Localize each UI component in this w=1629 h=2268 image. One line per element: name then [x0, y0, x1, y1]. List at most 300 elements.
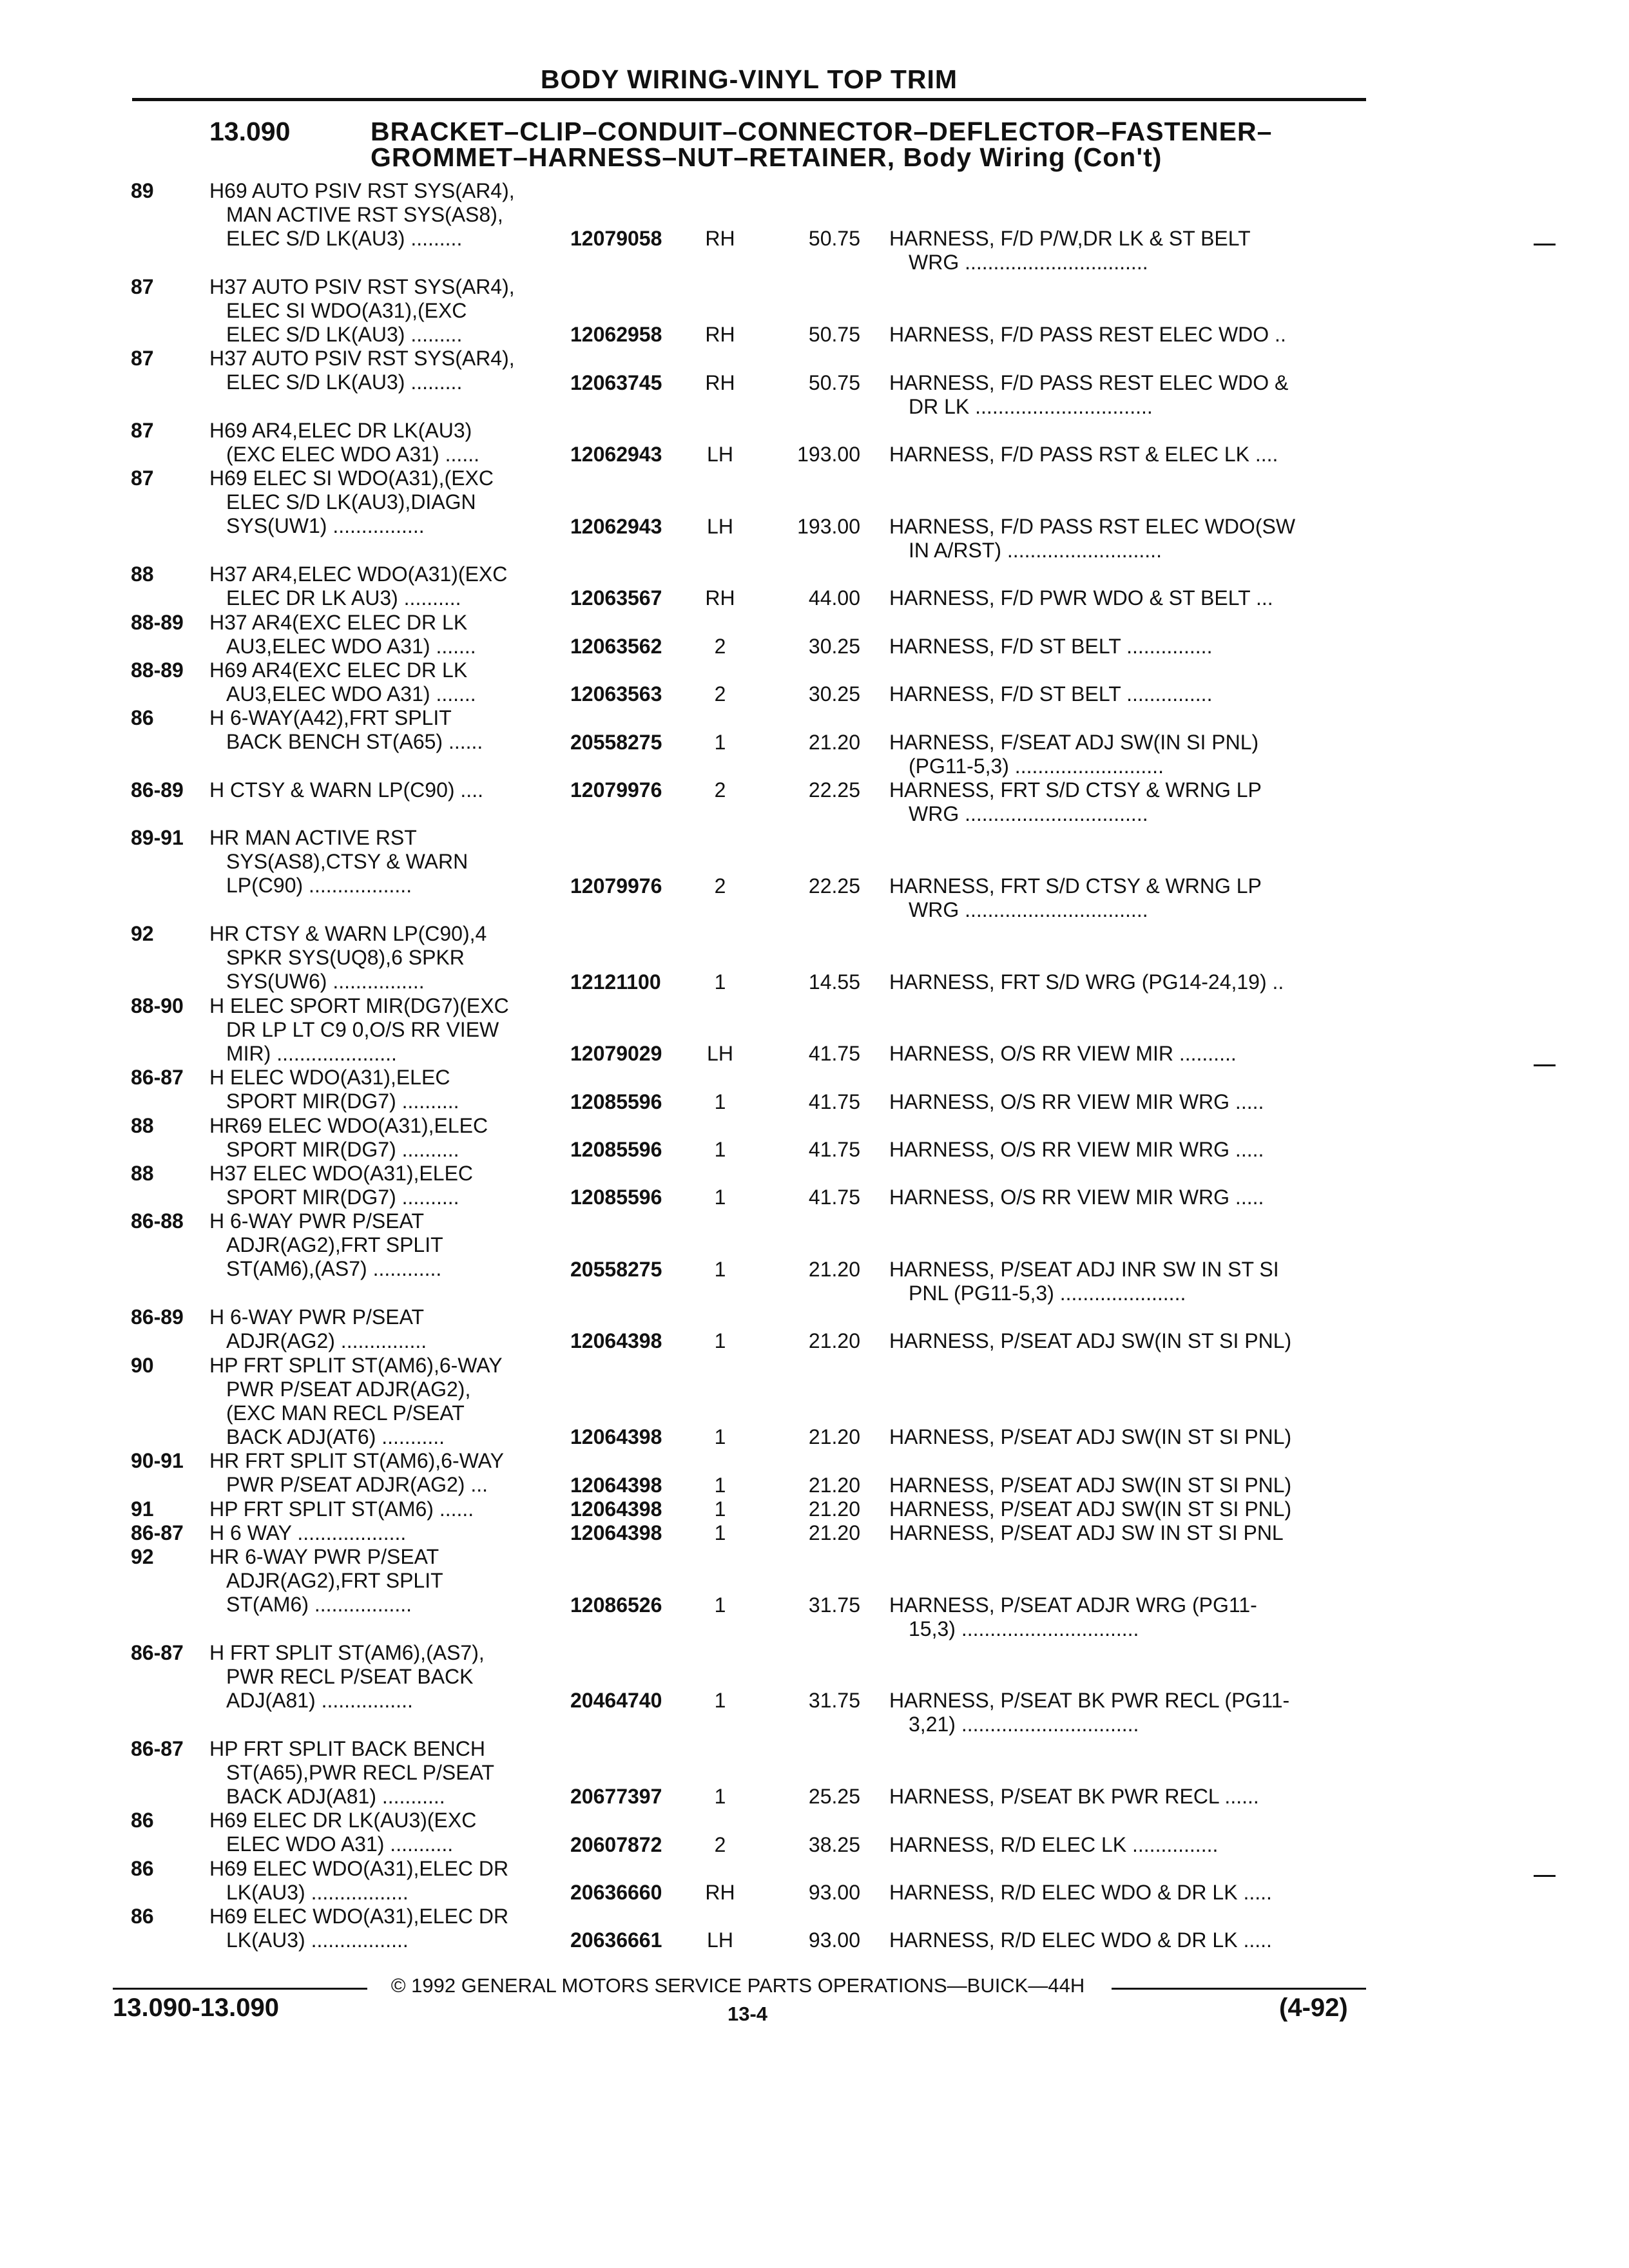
parts-row: [0, 826, 1629, 922]
part-number: 12079976: [570, 874, 662, 898]
part-name: [889, 1138, 1360, 1162]
part-name: [889, 1425, 1360, 1449]
price: 22.25: [808, 778, 860, 802]
price: 31.75: [808, 1593, 860, 1617]
part-name: [889, 1689, 1360, 1736]
description-line: H69 AR4,ELEC DR LK(AU3): [209, 418, 472, 442]
model-year: 90-91: [131, 1449, 184, 1473]
application-description: [209, 1809, 557, 1856]
part-name-line: HARNESS, FRT S/D CTSY & WRNG LP: [889, 778, 1262, 802]
footer-rule-right: [1112, 1988, 1366, 1990]
model-year: 86-87: [131, 1736, 184, 1760]
part-name-line: HARNESS, R/D ELEC WDO & DR LK .....: [889, 1881, 1272, 1904]
application-description: [209, 1521, 557, 1545]
price: 41.75: [808, 1137, 860, 1161]
application-description: [209, 1162, 557, 1209]
description-line: H37 AR4,ELEC WDO(A31)(EXC: [209, 562, 508, 586]
price: 21.20: [808, 1521, 860, 1545]
description-line: BACK BENCH ST(A65) ......: [226, 730, 483, 754]
part-name-line: WRG ................................: [909, 898, 1148, 921]
description-line: PWR P/SEAT ADJR(AG2),: [226, 1377, 471, 1401]
part-number: 20607872: [570, 1832, 662, 1856]
price: 50.75: [808, 370, 860, 394]
part-number: 12085596: [570, 1137, 662, 1161]
description-line: H69 ELEC WDO(A31),ELEC DR: [209, 1856, 509, 1880]
description-line: H ELEC SPORT MIR(DG7)(EXC: [209, 994, 509, 1017]
price: 21.20: [808, 1329, 860, 1353]
model-year: 89: [131, 179, 154, 202]
parts-row: [0, 1209, 1629, 1305]
part-name-line: DR LK ...............................: [909, 394, 1153, 418]
description-line: SPORT MIR(DG7) ..........: [226, 1137, 459, 1161]
part-number: 12064398: [570, 1473, 662, 1497]
description-line: ST(AM6),(AS7) ............: [226, 1257, 442, 1281]
quantity: 1: [714, 1473, 726, 1497]
parts-row: [0, 1066, 1629, 1113]
parts-row: [0, 778, 1629, 826]
part-name: [889, 443, 1360, 466]
description-line: (EXC MAN RECL P/SEAT: [226, 1401, 465, 1425]
part-name: [889, 1042, 1360, 1066]
quantity: LH: [707, 514, 733, 538]
model-year: 86-89: [131, 1305, 184, 1329]
description-line: HR FRT SPLIT ST(AM6),6-WAY: [209, 1449, 504, 1473]
price: 30.25: [808, 634, 860, 658]
part-name-line: HARNESS, P/SEAT ADJR WRG (PG11-: [889, 1593, 1257, 1617]
part-name: [889, 778, 1360, 826]
price: 50.75: [808, 323, 860, 347]
model-year: 88: [131, 1113, 154, 1137]
model-year: 92: [131, 922, 154, 946]
part-name-line: HARNESS, O/S RR VIEW MIR ..........: [889, 1042, 1237, 1066]
price: 30.25: [808, 682, 860, 706]
part-name: [889, 1090, 1360, 1114]
parts-list: [0, 179, 1629, 1953]
description-line: ELEC S/D LK(AU3),DIAGN: [226, 490, 476, 514]
parts-row: [0, 1114, 1629, 1162]
price: 193.00: [797, 514, 860, 538]
part-name-line: HARNESS, F/D PWR WDO & ST BELT ...: [889, 586, 1273, 610]
model-year: 91: [131, 1497, 154, 1521]
description-line: SPORT MIR(DG7) ..........: [226, 1186, 459, 1209]
description-line: SYS(UW6) ................: [226, 970, 425, 994]
description-line: H 6-WAY PWR P/SEAT: [209, 1209, 425, 1233]
description-line: PWR RECL P/SEAT BACK: [226, 1665, 474, 1689]
model-year: 87: [131, 274, 154, 298]
parts-row: [0, 706, 1629, 778]
description-line: ST(A65),PWR RECL P/SEAT: [226, 1760, 495, 1784]
parts-row: [0, 179, 1629, 275]
part-name-line: (PG11-5,3) ..........................: [909, 754, 1164, 778]
part-name-line: HARNESS, F/D PASS RST & ELEC LK ....: [889, 443, 1278, 466]
description-line: LK(AU3) .................: [226, 1928, 409, 1952]
application-description: [209, 1737, 557, 1809]
parts-row: [0, 922, 1629, 994]
footer-date: (4-92): [1279, 1994, 1348, 2022]
quantity: 2: [714, 874, 726, 898]
quantity: 1: [714, 1425, 726, 1449]
model-year: 86: [131, 1856, 154, 1880]
part-name-line: HARNESS, P/SEAT ADJ SW(IN ST SI PNL): [889, 1473, 1292, 1497]
footer-page-number: 13-4: [727, 2003, 768, 2025]
model-year: 92: [131, 1545, 154, 1569]
description-line: H69 AUTO PSIV RST SYS(AR4),: [209, 179, 515, 202]
parts-row: [0, 1162, 1629, 1209]
description-line: H69 ELEC SI WDO(A31),(EXC: [209, 466, 494, 490]
description-line: H CTSY & WARN LP(C90) ....: [209, 778, 483, 802]
quantity: 1: [714, 1090, 726, 1113]
model-year: 90: [131, 1353, 154, 1377]
description-line: HR 6-WAY PWR P/SEAT: [209, 1545, 439, 1569]
part-name: [889, 682, 1360, 706]
price: 93.00: [808, 1881, 860, 1904]
parts-row: [0, 1545, 1629, 1641]
parts-row: [0, 1305, 1629, 1353]
description-line: ELEC S/D LK(AU3) .........: [226, 322, 463, 346]
parts-row: [0, 1905, 1629, 1952]
application-description: [209, 1857, 557, 1905]
part-name: [889, 874, 1360, 922]
part-name-line: IN A/RST) ...........................: [909, 538, 1162, 562]
parts-row: [0, 419, 1629, 466]
section-number: 13.090: [209, 117, 291, 146]
part-name-line: 15,3) ...............................: [909, 1617, 1139, 1640]
description-line: ELEC S/D LK(AU3) .........: [226, 370, 463, 394]
model-year: 86: [131, 706, 154, 730]
price: 21.20: [808, 1257, 860, 1281]
description-line: SYS(AS8),CTSY & WARN: [226, 850, 468, 874]
part-name: [889, 323, 1360, 347]
application-description: [209, 1354, 557, 1449]
model-year: 87: [131, 418, 154, 442]
part-number: 20464740: [570, 1689, 662, 1713]
part-number: 12063562: [570, 634, 662, 658]
price: 21.20: [808, 1473, 860, 1497]
footer-copyright: © 1992 GENERAL MOTORS SERVICE PARTS OPERATIONS—BUICK—44H: [390, 1974, 1085, 1997]
quantity: 1: [714, 730, 726, 754]
application-description: [209, 1209, 557, 1281]
footer-rule-left: [113, 1988, 367, 1990]
price: 14.55: [808, 970, 860, 994]
model-year: 88-89: [131, 658, 184, 682]
model-year: 86-88: [131, 1209, 184, 1233]
price: 38.25: [808, 1832, 860, 1856]
part-number: 20558275: [570, 730, 662, 754]
description-line: H37 AR4(EXC ELEC DR LK: [209, 610, 468, 634]
part-name-line: 3,21) ...............................: [909, 1713, 1139, 1736]
part-name-line: HARNESS, F/D P/W,DR LK & ST BELT: [889, 227, 1251, 251]
application-description: [209, 611, 557, 658]
section-title-line1: BRACKET–CLIP–CONDUIT–CONNECTOR–DEFLECTOR–FASTENER–: [371, 117, 1273, 146]
description-line: DR LP LT C9 0,O/S RR VIEW: [226, 1017, 499, 1041]
description-line: ADJR(AG2),FRT SPLIT: [226, 1569, 443, 1593]
price: 22.25: [808, 874, 860, 898]
part-name: [889, 1186, 1360, 1209]
model-year: 86-87: [131, 1066, 184, 1090]
application-description: [209, 778, 557, 802]
quantity: 1: [714, 1257, 726, 1281]
description-line: H69 ELEC WDO(A31),ELEC DR: [209, 1905, 509, 1928]
model-year: 86-89: [131, 778, 184, 802]
quantity: RH: [705, 370, 735, 394]
part-number: 12085596: [570, 1186, 662, 1209]
part-number: 12121100: [570, 970, 661, 994]
description-line: ELEC WDO A31) ...........: [226, 1832, 454, 1856]
part-number: 12062958: [570, 323, 662, 347]
description-line: HP FRT SPLIT BACK BENCH: [209, 1736, 485, 1760]
description-line: ELEC S/D LK(AU3) .........: [226, 227, 463, 250]
part-name-line: HARNESS, P/SEAT BK PWR RECL ......: [889, 1785, 1259, 1809]
quantity: 1: [714, 1329, 726, 1353]
part-name: [889, 970, 1360, 994]
part-name-line: HARNESS, O/S RR VIEW MIR WRG .....: [889, 1090, 1264, 1113]
part-number: 12063563: [570, 682, 662, 706]
quantity: 1: [714, 1785, 726, 1809]
quantity: 1: [714, 1521, 726, 1545]
part-name-line: HARNESS, F/D PASS REST ELEC WDO ..: [889, 323, 1286, 347]
part-name-line: HARNESS, P/SEAT BK PWR RECL (PG11-: [889, 1689, 1290, 1713]
part-number: 12079976: [570, 778, 662, 802]
margin-mark: [1534, 1064, 1556, 1066]
model-year: 88: [131, 1162, 154, 1186]
quantity: LH: [707, 1928, 733, 1952]
footer-section-range: 13.090-13.090: [113, 1994, 280, 2022]
model-year: 86: [131, 1905, 154, 1928]
application-description: [209, 1905, 557, 1952]
part-number: 12062943: [570, 443, 662, 466]
model-year: 87: [131, 466, 154, 490]
parts-row: [0, 994, 1629, 1066]
parts-row: [0, 1449, 1629, 1497]
part-name: [889, 1881, 1360, 1905]
part-name-line: PNL (PG11-5,3) ......................: [909, 1281, 1186, 1305]
application-description: [209, 1114, 557, 1162]
part-name-line: HARNESS, P/SEAT ADJ INR SW IN ST SI: [889, 1257, 1279, 1281]
part-name: [889, 371, 1360, 419]
application-description: [209, 1497, 557, 1521]
part-name-line: HARNESS, P/SEAT ADJ SW(IN ST SI PNL): [889, 1497, 1292, 1521]
part-number: 12064398: [570, 1329, 662, 1353]
part-name: [889, 1833, 1360, 1857]
parts-row: [0, 466, 1629, 562]
model-year: 87: [131, 347, 154, 370]
quantity: 2: [714, 1832, 726, 1856]
description-line: SYS(UW1) ................: [226, 514, 425, 538]
application-description: [209, 1066, 557, 1113]
quantity: 2: [714, 634, 726, 658]
part-number: 12079029: [570, 1042, 662, 1066]
part-number: 20636661: [570, 1928, 662, 1952]
description-line: H37 AUTO PSIV RST SYS(AR4),: [209, 274, 515, 298]
model-year: 86: [131, 1809, 154, 1832]
description-line: H69 ELEC DR LK(AU3)(EXC: [209, 1809, 477, 1832]
quantity: 1: [714, 1497, 726, 1521]
description-line: HR69 ELEC WDO(A31),ELEC: [209, 1113, 488, 1137]
quantity: 1: [714, 1689, 726, 1713]
application-description: [209, 706, 557, 754]
application-description: [209, 994, 557, 1066]
price: 44.00: [808, 586, 860, 610]
quantity: LH: [707, 443, 733, 466]
price: 31.75: [808, 1689, 860, 1713]
part-name-line: HARNESS, F/D ST BELT ...............: [889, 682, 1213, 706]
application-description: [209, 179, 557, 251]
description-line: ADJR(AG2) ...............: [226, 1329, 427, 1353]
header-rule: [132, 98, 1366, 101]
price: 21.20: [808, 1425, 860, 1449]
part-name-line: WRG ................................: [909, 251, 1148, 274]
parts-row: [0, 1737, 1629, 1809]
part-name: [889, 1329, 1360, 1353]
price: 41.75: [808, 1042, 860, 1066]
quantity: 1: [714, 970, 726, 994]
description-line: LK(AU3) .................: [226, 1880, 409, 1904]
part-number: 12062943: [570, 514, 662, 538]
price: 50.75: [808, 227, 860, 251]
part-name-line: HARNESS, P/SEAT ADJ SW(IN ST SI PNL): [889, 1329, 1292, 1353]
part-name: [889, 635, 1360, 658]
description-line: H 6-WAY(A42),FRT SPLIT: [209, 706, 452, 730]
description-line: MIR) .....................: [226, 1041, 397, 1065]
part-name: [889, 1258, 1360, 1305]
quantity: 2: [714, 682, 726, 706]
parts-row: [0, 1857, 1629, 1905]
description-line: ADJ(A81) ................: [226, 1689, 413, 1713]
part-number: 20636660: [570, 1881, 662, 1904]
part-name-line: HARNESS, FRT S/D CTSY & WRNG LP: [889, 874, 1262, 898]
parts-row: [0, 658, 1629, 706]
description-line: AU3,ELEC WDO A31) .......: [226, 682, 476, 706]
model-year: 88-89: [131, 610, 184, 634]
part-name-line: WRG ................................: [909, 802, 1148, 825]
part-number: 12064398: [570, 1425, 662, 1449]
parts-row: [0, 1354, 1629, 1450]
model-year: 86-87: [131, 1521, 184, 1545]
description-line: H37 ELEC WDO(A31),ELEC: [209, 1162, 474, 1186]
part-name-line: HARNESS, F/D PASS RST ELEC WDO(SW: [889, 514, 1296, 538]
part-name: [889, 1785, 1360, 1809]
model-year: 88-90: [131, 994, 184, 1017]
description-line: HR MAN ACTIVE RST: [209, 826, 417, 850]
description-line: H FRT SPLIT ST(AM6),(AS7),: [209, 1641, 485, 1665]
part-name-line: HARNESS, F/D PASS REST ELEC WDO &: [889, 370, 1289, 394]
quantity: 1: [714, 1137, 726, 1161]
description-line: ADJR(AG2),FRT SPLIT: [226, 1233, 443, 1257]
part-number: 12079058: [570, 227, 662, 251]
application-description: [209, 922, 557, 994]
part-name-line: HARNESS, R/D ELEC LK ...............: [889, 1832, 1219, 1856]
description-line: BACK ADJ(AT6) ...........: [226, 1425, 445, 1448]
price: 21.20: [808, 1497, 860, 1521]
description-line: H69 AR4(EXC ELEC DR LK: [209, 658, 468, 682]
section-title-line2: GROMMET–HARNESS–NUT–RETAINER, Body Wiring (Con't): [371, 142, 1162, 172]
price: 25.25: [808, 1785, 860, 1809]
margin-mark: [1534, 244, 1556, 245]
part-name: [889, 731, 1360, 778]
application-description: [209, 1641, 557, 1713]
application-description: [209, 275, 557, 347]
description-line: HP FRT SPLIT ST(AM6) ......: [209, 1497, 474, 1521]
part-name: [889, 1593, 1360, 1641]
quantity: RH: [705, 586, 735, 610]
page-header: BODY WIRING-VINYL TOP TRIM: [540, 64, 958, 94]
price: 93.00: [808, 1928, 860, 1952]
part-name: [889, 227, 1360, 274]
margin-mark: [1534, 1875, 1556, 1877]
description-line: SPKR SYS(UQ8),6 SPKR: [226, 946, 465, 970]
quantity: RH: [705, 323, 735, 347]
application-description: [209, 419, 557, 466]
part-name-line: HARNESS, F/D ST BELT ...............: [889, 634, 1213, 658]
quantity: 2: [714, 778, 726, 802]
part-name: [889, 1521, 1360, 1545]
part-name: [889, 515, 1360, 562]
application-description: [209, 562, 557, 610]
parts-row: [0, 1641, 1629, 1737]
part-number: 12085596: [570, 1090, 662, 1113]
application-description: [209, 347, 557, 394]
part-name-line: HARNESS, O/S RR VIEW MIR WRG .....: [889, 1137, 1264, 1161]
parts-row: [0, 275, 1629, 347]
description-line: BACK ADJ(A81) ...........: [226, 1784, 445, 1808]
parts-row: [0, 1521, 1629, 1545]
price: 41.75: [808, 1186, 860, 1209]
description-line: ST(AM6) .................: [226, 1593, 412, 1617]
part-number: 12063745: [570, 370, 662, 394]
description-line: HP FRT SPLIT ST(AM6),6-WAY: [209, 1353, 503, 1377]
quantity: RH: [705, 1881, 735, 1904]
price: 193.00: [797, 443, 860, 466]
parts-row: [0, 1497, 1629, 1521]
description-line: MAN ACTIVE RST SYS(AS8),: [226, 203, 503, 226]
description-line: H ELEC WDO(A31),ELEC: [209, 1066, 450, 1090]
parts-row: [0, 347, 1629, 419]
description-line: AU3,ELEC WDO A31) .......: [226, 634, 476, 658]
application-description: [209, 826, 557, 898]
part-number: 20558275: [570, 1257, 662, 1281]
application-description: [209, 658, 557, 706]
part-number: 12063567: [570, 586, 662, 610]
part-number: 12064398: [570, 1521, 662, 1545]
parts-row: [0, 1809, 1629, 1856]
quantity: LH: [707, 1042, 733, 1066]
part-name-line: HARNESS, P/SEAT ADJ SW IN ST SI PNL: [889, 1521, 1284, 1545]
part-number: 20677397: [570, 1785, 662, 1809]
part-name: [889, 586, 1360, 610]
application-description: [209, 1305, 557, 1353]
part-name: [889, 1928, 1360, 1952]
description-line: (EXC ELEC WDO A31) ......: [226, 442, 479, 466]
quantity: RH: [705, 227, 735, 251]
description-line: HR CTSY & WARN LP(C90),4: [209, 922, 487, 946]
quantity: 1: [714, 1186, 726, 1209]
parts-row: [0, 562, 1629, 610]
part-name-line: HARNESS, F/SEAT ADJ SW(IN SI PNL): [889, 730, 1259, 754]
application-description: [209, 466, 557, 538]
application-description: [209, 1449, 557, 1497]
quantity: 1: [714, 1593, 726, 1617]
part-name-line: HARNESS, FRT S/D WRG (PG14-24,19) ..: [889, 970, 1284, 994]
description-line: ELEC SI WDO(A31),(EXC: [226, 298, 467, 322]
price: 41.75: [808, 1090, 860, 1113]
part-number: 12064398: [570, 1497, 662, 1521]
part-name: [889, 1474, 1360, 1497]
part-name-line: HARNESS, P/SEAT ADJ SW(IN ST SI PNL): [889, 1425, 1292, 1449]
price: 21.20: [808, 730, 860, 754]
description-line: H 6-WAY PWR P/SEAT: [209, 1305, 425, 1329]
model-year: 86-87: [131, 1641, 184, 1665]
part-name: [889, 1497, 1360, 1521]
